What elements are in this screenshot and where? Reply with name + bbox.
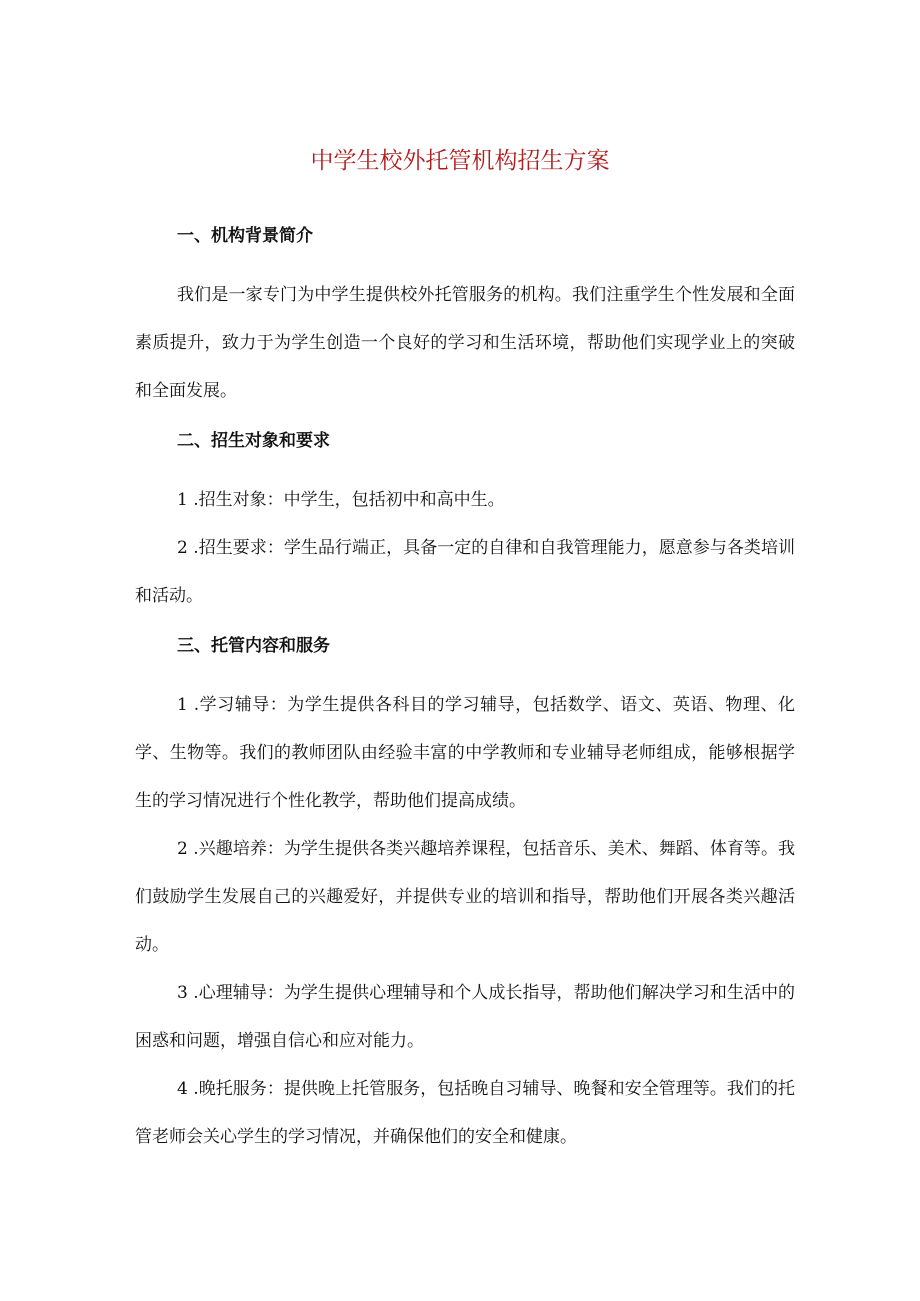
section-heading: 一、机构背景简介 bbox=[177, 226, 313, 246]
paragraph: 1 .学习辅导：为学生提供各科目的学习辅导，包括数学、语文、英语、物理、化学、生物等。我们的教师团队由经验丰富的中学教师和专业辅导老师组成，能够根据学生的学习情况进行个性化教学，帮助他们提高成绩。 bbox=[135, 695, 795, 811]
paragraph: 2 .兴趣培养：为学生提供各类兴趣培养课程，包括音乐、美术、舞蹈、体育等。我们鼓励学生发展自己的兴趣爱好，并提供专业的培训和指导，帮助他们开展各类兴趣活动。 bbox=[135, 839, 795, 955]
paragraph: 我们是一家专门为中学生提供校外托管服务的机构。我们注重学生个性发展和全面素质提升，致力于为学生创造一个良好的学习和生活环境，帮助他们实现学业上的突破和全面发展。 bbox=[135, 285, 795, 401]
section-heading: 三、托管内容和服务 bbox=[177, 636, 330, 656]
document-body bbox=[135, 222, 795, 1161]
section-services bbox=[135, 632, 795, 1161]
section-background bbox=[135, 222, 795, 415]
section-enrollment bbox=[135, 427, 795, 620]
paragraph: 4 .晚托服务：提供晚上托管服务，包括晚自习辅导、晚餐和安全管理等。我们的托管老师会关心学生的学习情况，并确保他们的安全和健康。 bbox=[135, 1079, 795, 1147]
document-title: 中学生校外托管机构招生方案 bbox=[310, 148, 610, 174]
paragraph: 3 .心理辅导：为学生提供心理辅导和个人成长指导，帮助他们解决学习和生活中的困惑和问题，增强自信心和应对能力。 bbox=[135, 983, 795, 1051]
paragraph: 1 .招生对象：中学生，包括初中和高中生。 bbox=[177, 490, 505, 510]
paragraph: 2 .招生要求：学生品行端正，具备一定的自律和自我管理能力，愿意参与各类培训和活动。 bbox=[135, 538, 795, 606]
section-heading: 二、招生对象和要求 bbox=[177, 431, 330, 451]
